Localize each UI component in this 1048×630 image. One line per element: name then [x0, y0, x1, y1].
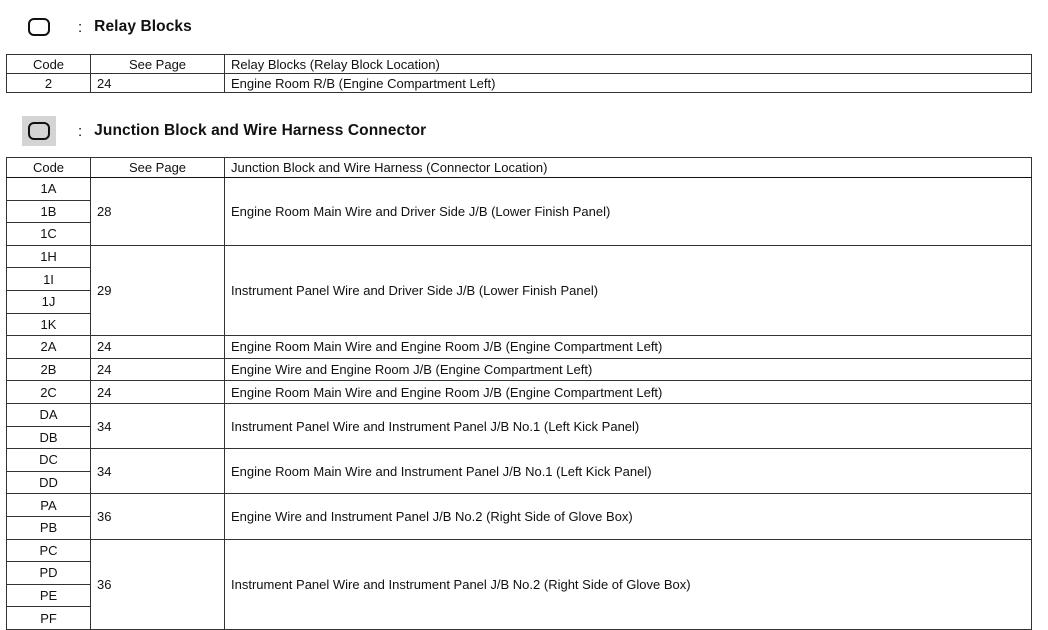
table-row [7, 539, 1032, 562]
see-page-cell: 24 [91, 358, 225, 381]
connector-code-cell: 1J [7, 290, 91, 313]
junction-block-title: Junction Block and Wire Harness Connector [94, 122, 427, 139]
code-column-header: Code [7, 158, 91, 178]
connector-code-cell: 1I [7, 268, 91, 291]
connector-code-cell: PF [7, 607, 91, 630]
code-cell: 2 [7, 74, 91, 93]
connector-code-cell: 1B [7, 200, 91, 223]
see-page-cell: 24 [91, 381, 225, 404]
table-row [7, 494, 1032, 517]
relay-blocks-table [6, 54, 1032, 93]
connector-code-cell: DB [7, 426, 91, 449]
heading-colon: : [78, 122, 83, 140]
connector-location-cell: Engine Room Main Wire and Instrument Panel J/B No.1 (Left Kick Panel) [225, 449, 1032, 494]
location-cell: Engine Room R/B (Engine Compartment Left) [225, 74, 1032, 93]
connector-code-cell: DA [7, 403, 91, 426]
connector-location-cell: Instrument Panel Wire and Instrument Panel J/B No.2 (Right Side of Glove Box) [225, 539, 1032, 629]
table-row [7, 245, 1032, 268]
connector-location-cell: Engine Wire and Engine Room J/B (Engine Compartment Left) [225, 358, 1032, 381]
connector-location-cell: Engine Room Main Wire and Engine Room J/B (Engine Compartment Left) [225, 381, 1032, 404]
connector-code-cell: 2A [7, 336, 91, 359]
code-column-header: Code [7, 55, 91, 74]
junction-table-body [7, 178, 1032, 630]
connector-location-cell: Instrument Panel Wire and Instrument Panel J/B No.1 (Left Kick Panel) [225, 403, 1032, 448]
relay-blocks-title: Relay Blocks [94, 18, 192, 35]
connector-code-cell: DD [7, 471, 91, 494]
see-page-cell: 29 [91, 245, 225, 335]
table-row [7, 381, 1032, 404]
connector-code-cell: 1H [7, 245, 91, 268]
see-page-cell: 24 [91, 336, 225, 359]
connector-location-cell: Engine Room Main Wire and Engine Room J/B (Engine Compartment Left) [225, 336, 1032, 359]
see-page-cell: 36 [91, 494, 225, 539]
connector-code-cell: 2C [7, 381, 91, 404]
connector-code-cell: PA [7, 494, 91, 517]
connector-location-cell: Engine Room Main Wire and Driver Side J/B (Lower Finish Panel) [225, 178, 1032, 246]
junction-block-table [6, 157, 1032, 630]
heading-colon: : [78, 18, 83, 36]
connector-code-cell: 1A [7, 178, 91, 201]
relay-block-symbol-icon [22, 12, 56, 42]
table-row [7, 74, 1032, 93]
connector-code-cell: 2B [7, 358, 91, 381]
connector-location-column-header: Junction Block and Wire Harness (Connector Location) [225, 158, 1032, 178]
junction-block-symbol-icon [22, 116, 56, 146]
connector-code-cell: PC [7, 539, 91, 562]
table-header-row [7, 158, 1032, 178]
see-page-column-header: See Page [91, 55, 225, 74]
connector-location-cell: Instrument Panel Wire and Driver Side J/B (Lower Finish Panel) [225, 245, 1032, 335]
see-page-cell: 24 [91, 74, 225, 93]
relay-blocks-heading [22, 12, 192, 42]
see-page-cell: 34 [91, 403, 225, 448]
junction-block-heading [22, 116, 426, 146]
location-column-header: Relay Blocks (Relay Block Location) [225, 55, 1032, 74]
connector-code-cell: DC [7, 449, 91, 472]
see-page-column-header: See Page [91, 158, 225, 178]
table-row [7, 403, 1032, 426]
connector-location-cell: Engine Wire and Instrument Panel J/B No.2 (Right Side of Glove Box) [225, 494, 1032, 539]
table-header-row [7, 55, 1032, 74]
table-row [7, 336, 1032, 359]
connector-code-cell: PD [7, 562, 91, 585]
see-page-cell: 36 [91, 539, 225, 629]
see-page-cell: 28 [91, 178, 225, 246]
table-row [7, 178, 1032, 201]
connector-code-cell: PE [7, 584, 91, 607]
connector-code-cell: PB [7, 516, 91, 539]
table-row [7, 358, 1032, 381]
table-row [7, 449, 1032, 472]
see-page-cell: 34 [91, 449, 225, 494]
connector-code-cell: 1K [7, 313, 91, 336]
connector-code-cell: 1C [7, 223, 91, 246]
